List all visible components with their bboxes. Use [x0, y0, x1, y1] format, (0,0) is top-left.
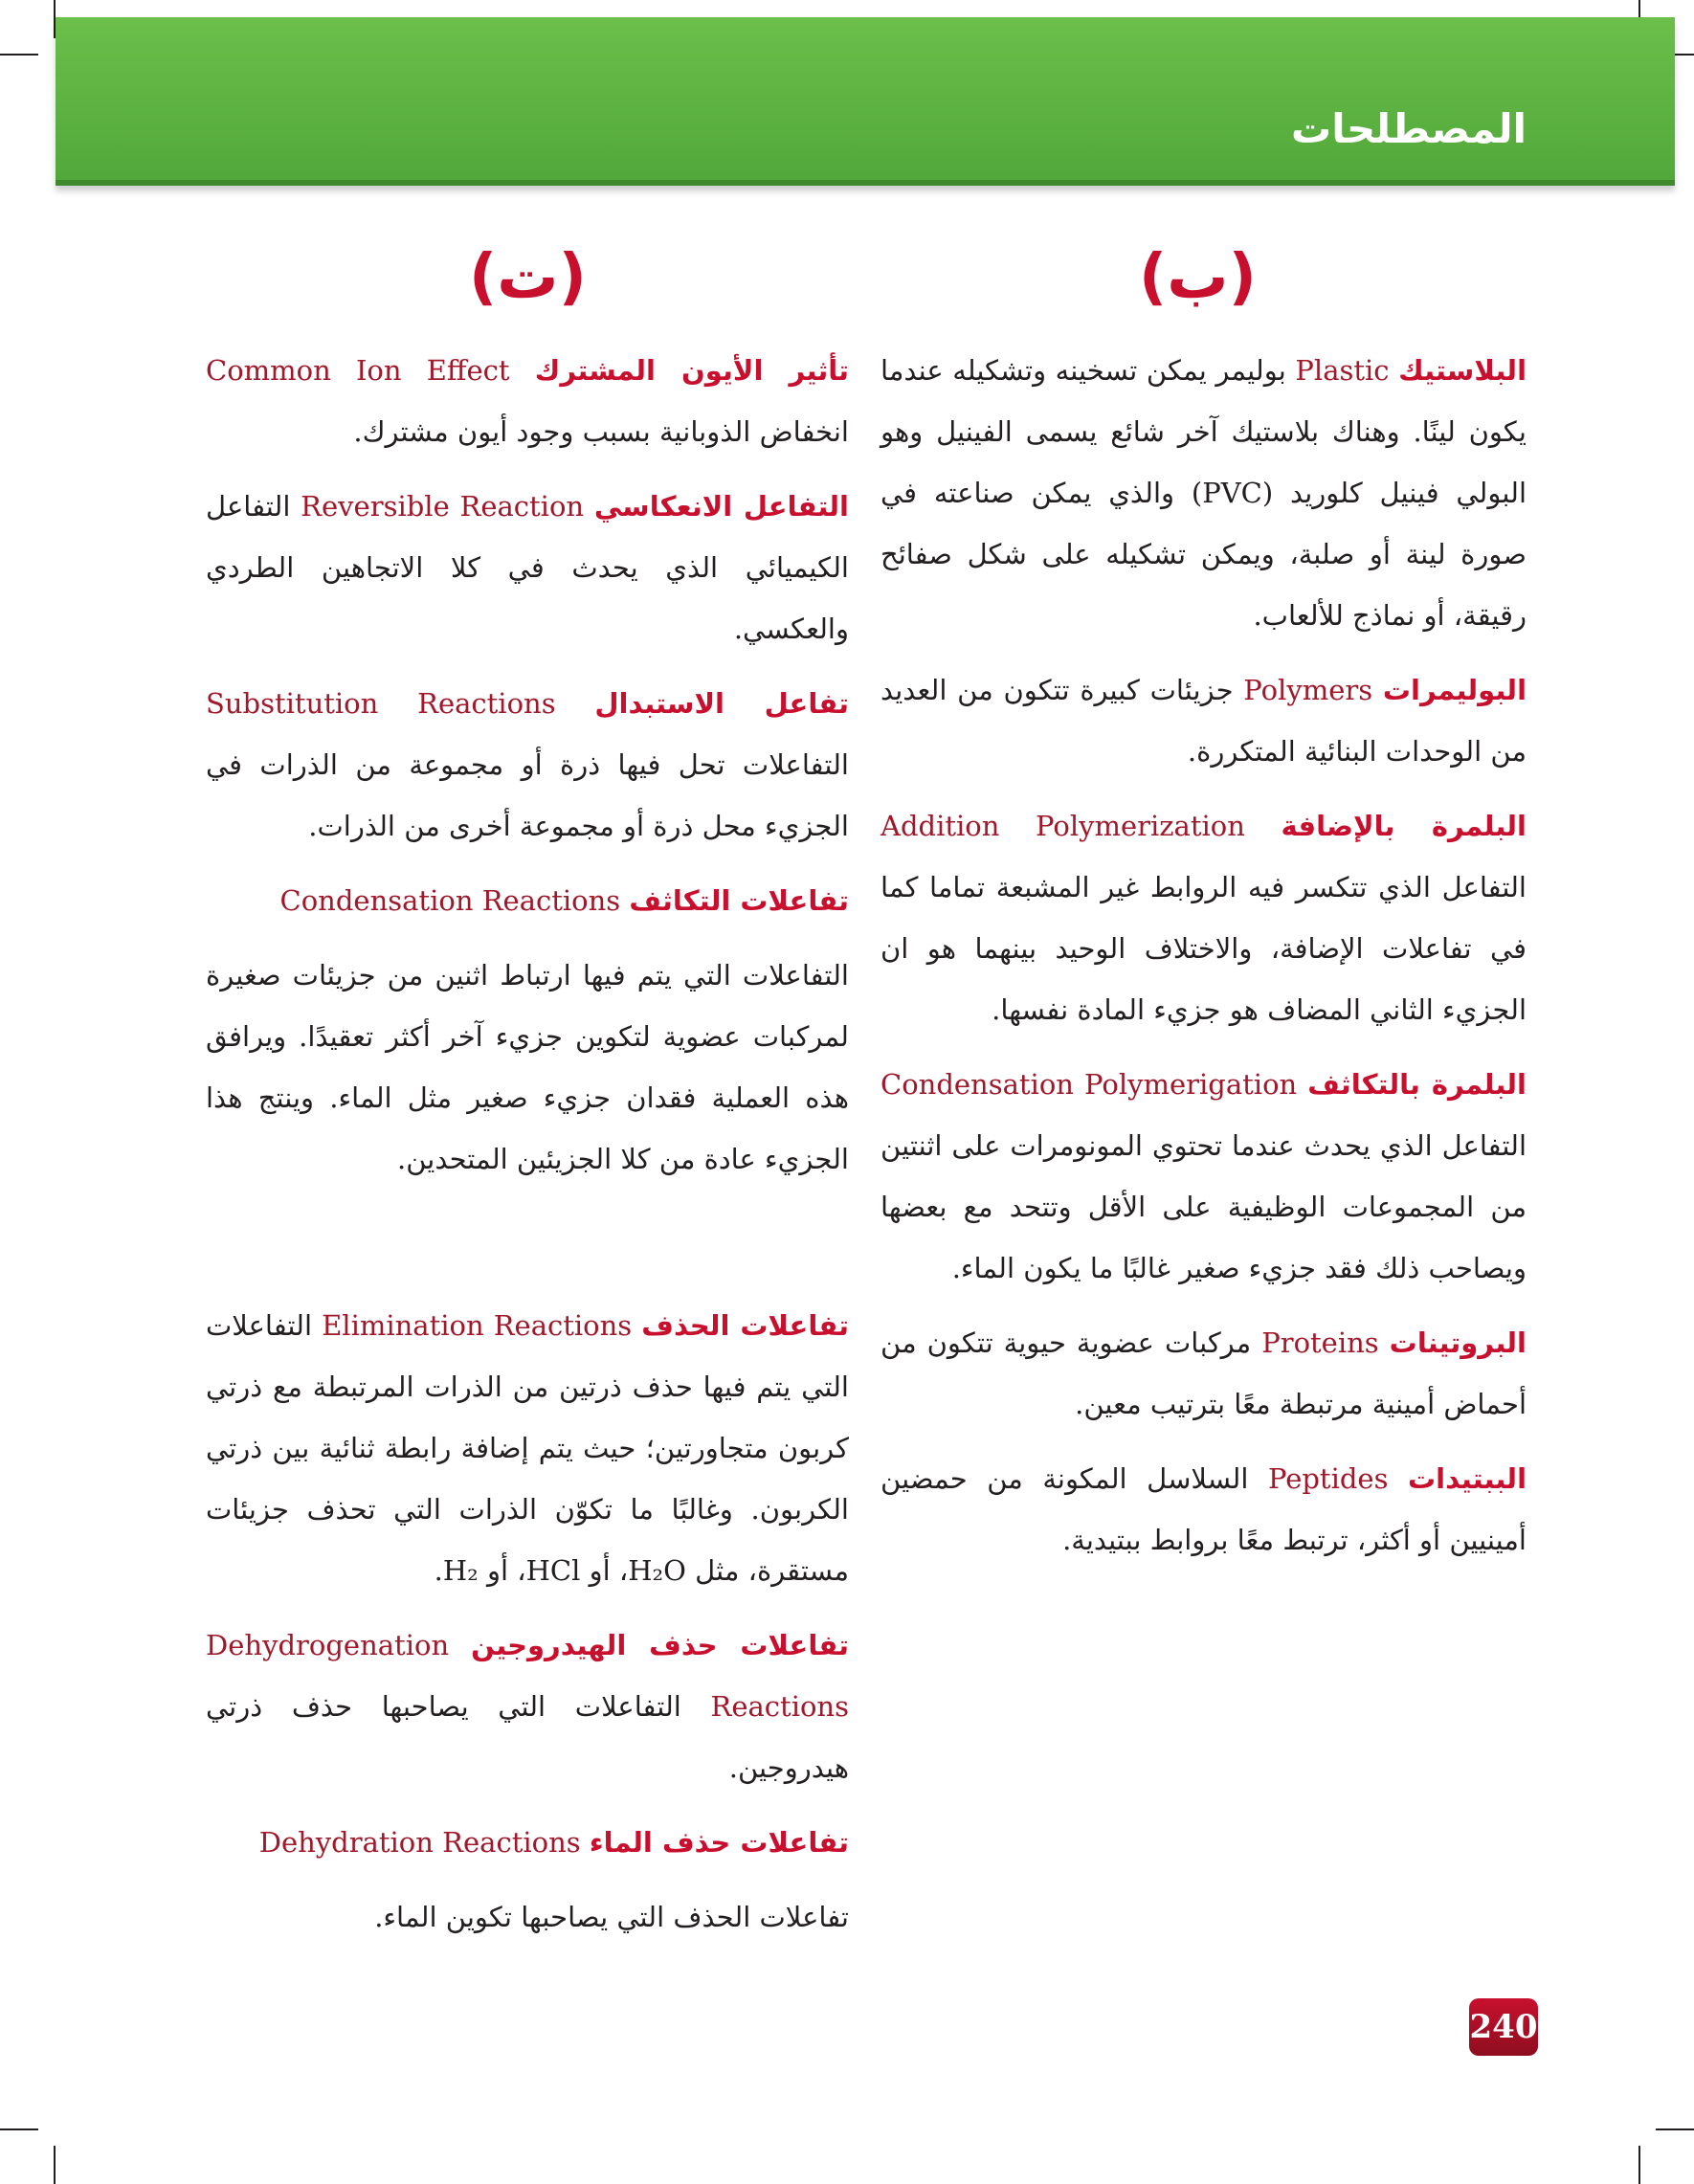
crop-mark	[54, 2146, 56, 2184]
header-bar	[56, 17, 1675, 186]
glossary-entry: البلمرة بالتكاثف Condensation Polymerigation التفاعل الذي يحدث عندما تحتوي المونومرات على اثنتين من المجموعات الوظيفية على الأقل وتتحد مع بعضها ويصاحب ذلك فقد جزيء صغير غالبًا ما يكون الماء.	[880, 1068, 1527, 1284]
page-title: المصطلحات	[1290, 105, 1527, 152]
glossary-column-left	[206, 340, 849, 1961]
crop-mark	[1638, 2146, 1640, 2184]
glossary-entry: البروتينات Proteins مركبات عضوية حيوية تتكون من أحماض أمينية مرتبطة معًا بترتيب معين.	[880, 1326, 1527, 1420]
page-number: 240	[1469, 1998, 1538, 2056]
glossary-entry: الببتيدات Peptides السلاسل المكونة من حمضين أمينيين أو أكثر، ترتبط معًا بروابط ببتيدية.	[880, 1462, 1527, 1556]
glossary-entry: البوليمرات Polymers جزيئات كبيرة تتكون من العديد من الوحدات البنائية المتكررة.	[880, 674, 1527, 768]
glossary-entry: تفاعلات الحذف التي يصاحبها تكوين الماء.	[374, 1901, 849, 1933]
crop-mark	[0, 2128, 38, 2130]
glossary-entry: التفاعل الانعكاسي Reversible Reaction التفاعل الكيميائي الذي يحدث في كلا الاتجاهين الطردي والعكسي.	[206, 490, 849, 645]
glossary-entry: تفاعلات التكاثف Condensation Reactions	[279, 884, 849, 917]
glossary-column-right	[880, 340, 1527, 1584]
glossary-entry: تأثير الأيون المشترك Common Ion Effect انخفاض الذوبانية بسبب وجود أيون مشترك.	[206, 354, 849, 448]
glossary-entry: تفاعلات الحذف Elimination Reactions التفاعلات التي يتم فيها حذف ذرتين من الذرات المرتبطة مع ذرتي كربون متجاورتين؛ حيث يتم إضافة رابطة ثنائية بين ذرتي الكربون. وغالبًا ما تكوّن الذرات التي تحذف جزيئات مستقرة، مثل H₂O، أو HCl، أو H₂.	[206, 1309, 849, 1587]
glossary-entry: البلاستيك Plastic بوليمر يمكن تسخينه وتشكيله عندما يكون لينًا. وهناك بلاستيك آخر شائع يسمى الفينيل وهو البولي فينيل كلوريد (PVC) والذي يمكن صناعته في صورة لينة أو صلبة، ويمكن تشكيله على شكل صفائح رقيقة، أو نماذج للألعاب.	[880, 354, 1527, 632]
glossary-entry: البلمرة بالإضافة Addition Polymerization التفاعل الذي تتكسر فيه الروابط غير المشبعة تماما كما في تفاعلات الإضافة، والاختلاف الوحيد بينهما هو ان الجزيء الثاني المضاف هو جزيء المادة نفسها.	[880, 810, 1527, 1026]
section-letter-right: (ب)	[1139, 242, 1257, 313]
section-letter-left: (ت)	[469, 242, 587, 313]
crop-mark	[1656, 2128, 1694, 2130]
crop-mark	[0, 54, 38, 56]
glossary-entry: تفاعل الاستبدال Substitution Reactions التفاعلات تحل فيها ذرة أو مجموعة من الذرات في الجزيء محل ذرة أو مجموعة أخرى من الذرات.	[206, 687, 849, 842]
glossary-entry: التفاعلات التي يتم فيها ارتباط اثنين من جزيئات صغيرة لمركبات عضوية لتكوين جزيء آخر أكثر تعقيدًا. ويرافق هذه العملية فقدان جزيء صغير مثل الماء. وينتج هذا الجزيء عادة من كلا الجزيئين المتحدين.	[206, 959, 849, 1175]
glossary-entry: تفاعلات حذف الهيدروجين Dehydrogenation Reactions التفاعلات التي يصاحبها حذف ذرتي هيدروجين.	[206, 1629, 849, 1784]
glossary-entry: تفاعلات حذف الماء Dehydration Reactions	[258, 1826, 849, 1859]
